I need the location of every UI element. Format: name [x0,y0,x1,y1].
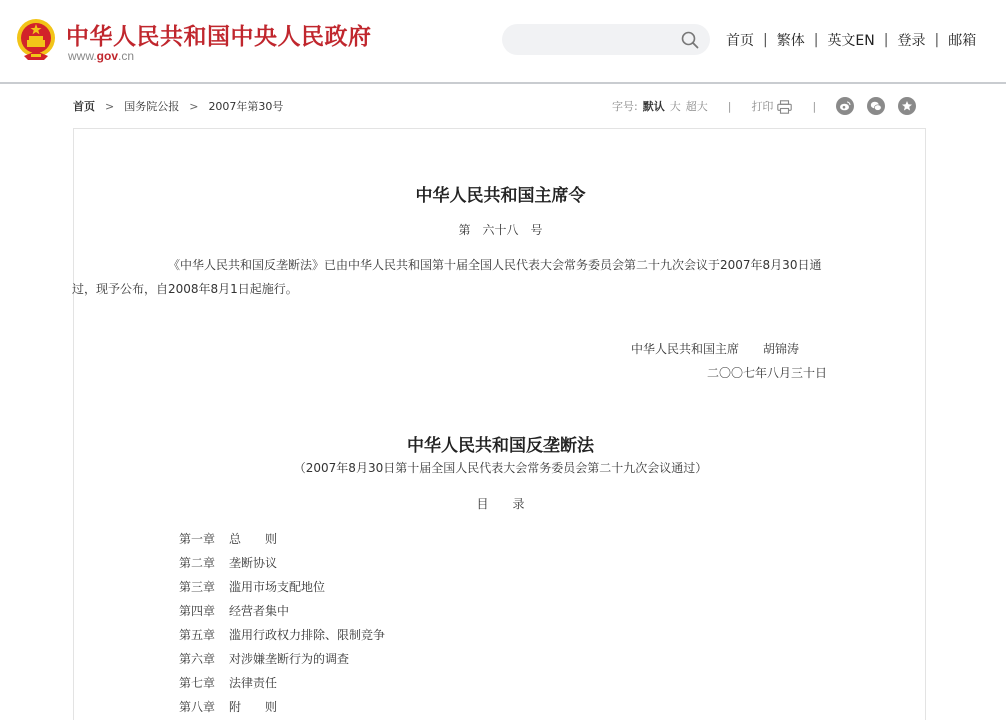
breadcrumb [73,98,283,114]
toc-chapter: 第二章 [179,556,216,570]
print-label: 打印 [751,100,774,113]
top-nav [726,30,976,50]
weibo-icon[interactable] [836,97,854,115]
toc-title: 经营者集中 [229,604,290,618]
breadcrumb-separator: > [105,99,115,113]
search-input[interactable] [516,30,666,50]
table-of-contents [179,527,385,719]
font-size-label: 字号: [612,100,638,113]
article-container [73,128,926,720]
nav-english[interactable]: 英文EN [827,33,875,49]
toc-item[interactable] [179,647,385,671]
search-icon[interactable] [680,30,700,50]
sign-date: 二〇〇七年八月三十日 [707,366,828,380]
nav-login[interactable]: 登录 [897,33,926,49]
search-box [502,24,710,55]
toc-item[interactable] [179,671,385,695]
toc-title: 总 则 [229,532,278,546]
wechat-icon[interactable] [867,97,885,115]
favorite-star-icon[interactable] [898,97,916,115]
breadcrumb-state-council-gazette[interactable]: 国务院公报 [124,100,180,113]
toc-title: 法律责任 [229,676,278,690]
announcement-paragraph [72,253,860,301]
toc-item[interactable] [179,695,385,719]
toc-chapter: 第六章 [179,652,216,666]
nav-home[interactable]: 首页 [726,33,754,49]
font-size-extra-large[interactable]: 超大 [685,100,708,113]
toc-chapter: 第七章 [179,676,216,690]
toc-title: 滥用市场支配地位 [229,580,326,594]
toc-chapter: 第八章 [179,700,216,714]
signer: 中华人民共和国主席 胡锦涛 [631,342,800,356]
national-emblem-icon[interactable] [16,18,56,62]
article-tools [612,96,929,116]
toc-chapter: 第三章 [179,580,216,594]
toc-heading: 目 录 [476,497,525,511]
toc-title: 垄断协议 [229,556,278,570]
share-buttons [836,97,929,115]
toc-item[interactable] [179,551,385,575]
toc-chapter: 第一章 [179,532,216,546]
announcement-line-1: 《中华人民共和国反垄断法》已由中华人民共和国第十届全国人民代表大会常务委员会第二十九次会议于2007年8月30日通 [168,258,822,272]
toc-title: 对涉嫌垄断行为的调查 [229,652,350,666]
toc-item[interactable] [179,623,385,647]
toc-title: 附 则 [229,700,278,714]
order-number: 第 六十八 号 [458,223,543,237]
toc-title: 滥用行政权力排除、限制竞争 [229,628,386,642]
breadcrumb-separator: > [189,99,199,113]
site-header [0,0,1006,84]
nav-separator: | [883,32,889,48]
law-title: 中华人民共和国反垄断法 [407,436,594,456]
tools-separator: | [812,99,817,113]
printer-icon [777,100,792,114]
announcement-line-2: 过，现予公布，自2008年8月1日起施行。 [72,282,298,296]
nav-separator: | [763,32,768,48]
toc-item[interactable] [179,599,385,623]
font-size-default[interactable]: 默认 [642,100,665,113]
nav-mail[interactable]: 邮箱 [948,33,977,49]
nav-separator: | [813,32,819,48]
toc-item[interactable] [179,527,385,551]
toc-chapter: 第五章 [179,628,216,642]
law-subtitle: （2007年8月30日第十届全国人民代表大会常务委员会第二十九次会议通过） [293,461,708,475]
site-url: www.gov.cn [68,49,135,63]
nav-separator: | [934,32,940,48]
site-title[interactable]: 中华人民共和国中央人民政府 [66,24,372,50]
breadcrumb-home[interactable]: 首页 [73,100,95,113]
order-title: 中华人民共和国主席令 [415,186,586,206]
nav-traditional-chinese[interactable]: 繁体 [776,33,805,49]
toc-item[interactable] [179,575,385,599]
tools-separator: | [727,99,732,113]
print-button[interactable] [751,98,792,114]
toc-chapter: 第四章 [179,604,216,618]
breadcrumb-issue[interactable]: 2007年第30号 [208,100,284,113]
font-size-large[interactable]: 大 [669,100,681,113]
